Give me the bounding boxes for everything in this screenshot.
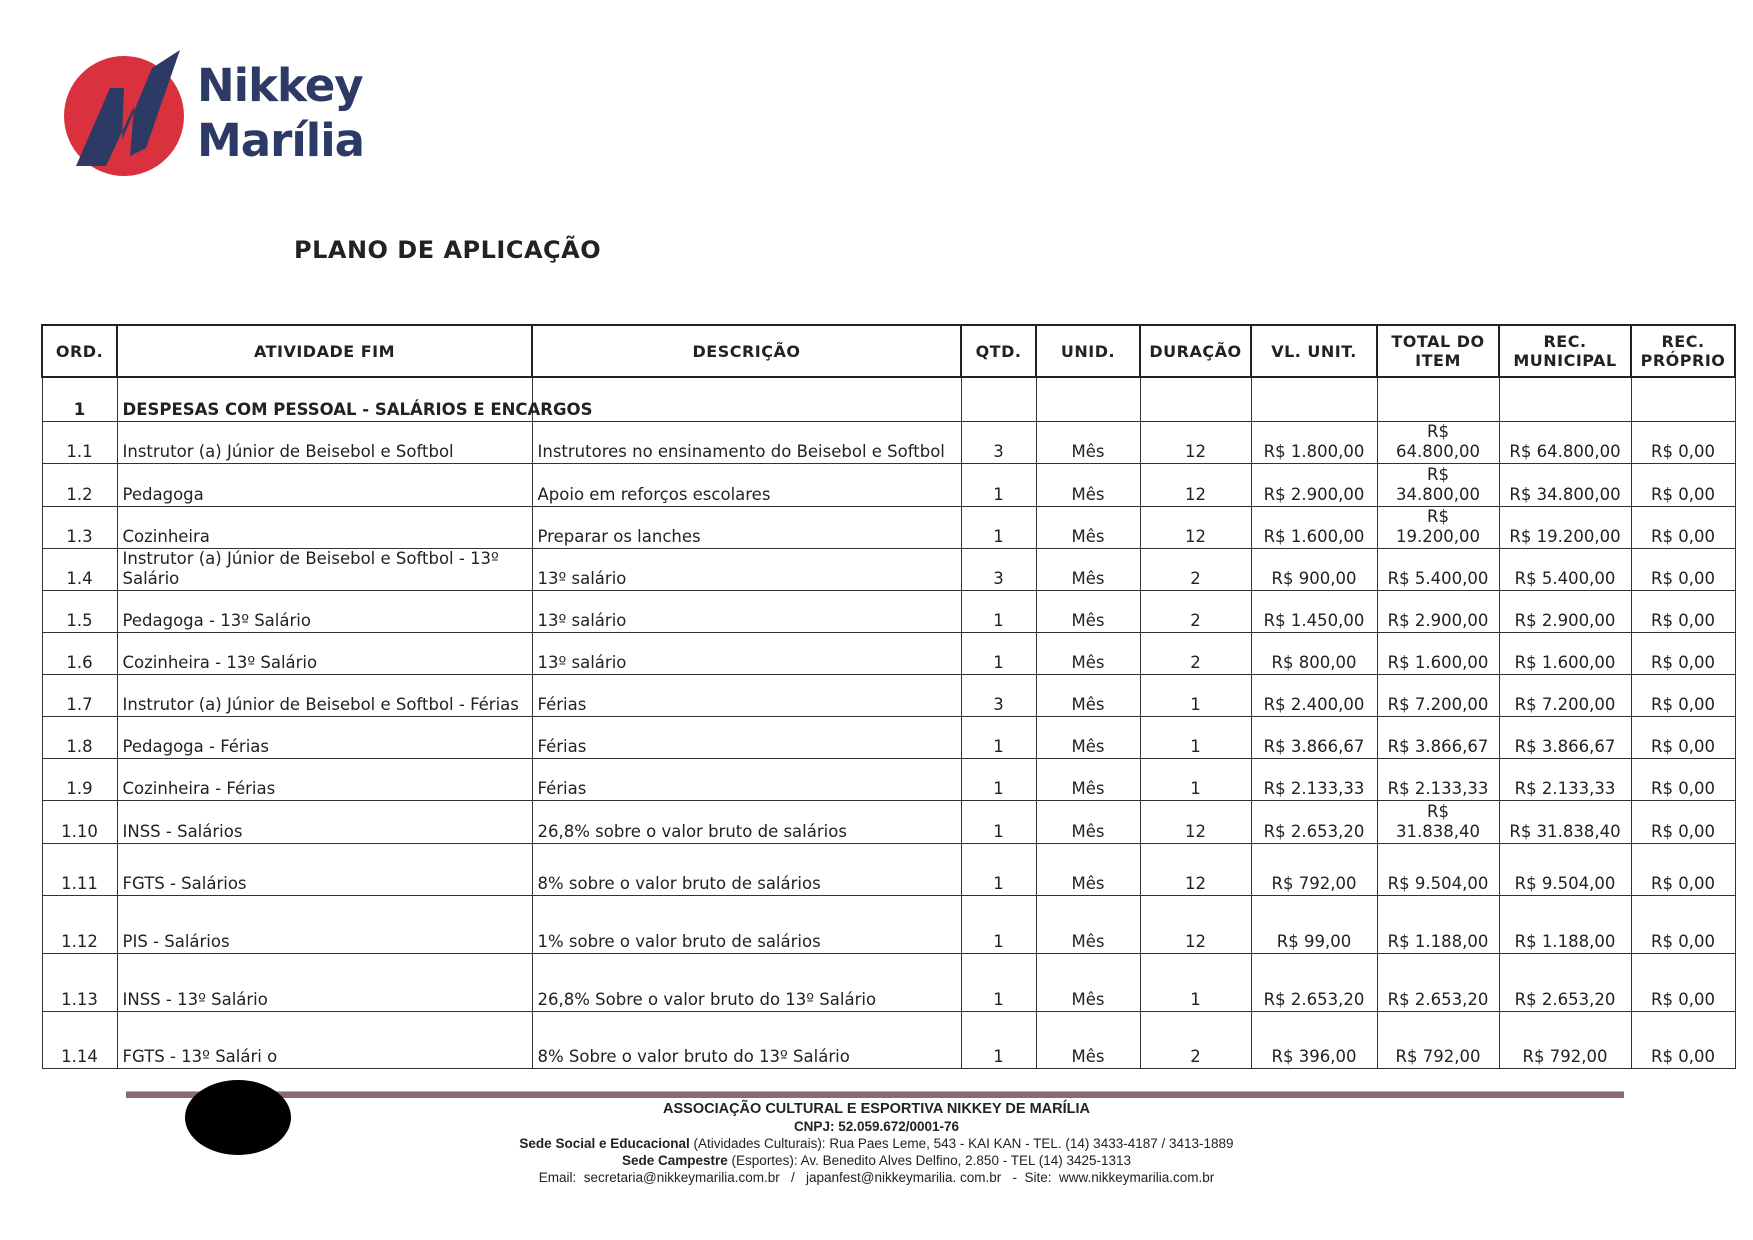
row-duration: 1	[1140, 675, 1251, 717]
table-row	[42, 844, 1735, 896]
section-row	[42, 377, 1735, 422]
row-qty: 1	[961, 507, 1036, 549]
row-unit: Mês	[1036, 1012, 1140, 1069]
row-ord: 1.4	[42, 549, 117, 591]
row-activity: Pedagoga - 13º Salário	[117, 591, 532, 633]
row-duration: 1	[1140, 717, 1251, 759]
row-activity: Pedagoga	[117, 464, 532, 507]
row-ord: 1.2	[42, 464, 117, 507]
row-municipal: R$ 3.866,67	[1499, 717, 1631, 759]
row-unit-value: R$ 1.800,00	[1251, 422, 1377, 464]
row-description: 8% sobre o valor bruto de salários	[532, 844, 961, 896]
row-description: 26,8% Sobre o valor bruto do 13º Salário	[532, 954, 961, 1012]
column-header-unit-value: VL. UNIT.	[1251, 325, 1377, 377]
row-total: R$ 7.200,00	[1377, 675, 1499, 717]
column-header-municipal: REC. MUNICIPAL	[1499, 325, 1631, 377]
table-row	[42, 896, 1735, 954]
row-duration: 2	[1140, 633, 1251, 675]
row-unit: Mês	[1036, 633, 1140, 675]
footer	[0, 1101, 1753, 1186]
row-duration: 2	[1140, 549, 1251, 591]
row-own: R$ 0,00	[1631, 422, 1735, 464]
row-activity: Cozinheira - Férias	[117, 759, 532, 801]
row-unit: Mês	[1036, 717, 1140, 759]
row-duration: 12	[1140, 464, 1251, 507]
row-total: R$ 31.838,40	[1377, 801, 1499, 844]
row-total: R$ 1.600,00	[1377, 633, 1499, 675]
row-qty: 1	[961, 717, 1036, 759]
row-municipal: R$ 1.188,00	[1499, 896, 1631, 954]
row-municipal: R$ 19.200,00	[1499, 507, 1631, 549]
row-description: Preparar os lanches	[532, 507, 961, 549]
section-title: DESPESAS COM PESSOAL - SALÁRIOS E ENCARGOS	[117, 377, 532, 422]
table-header-row	[42, 325, 1735, 377]
table-row	[42, 801, 1735, 844]
row-unit-value: R$ 3.866,67	[1251, 717, 1377, 759]
table-row	[42, 954, 1735, 1012]
table-row	[42, 507, 1735, 549]
row-unit-value: R$ 792,00	[1251, 844, 1377, 896]
row-own: R$ 0,00	[1631, 464, 1735, 507]
row-ord: 1.3	[42, 507, 117, 549]
row-total: R$ 2.653,20	[1377, 954, 1499, 1012]
row-total: R$ 2.900,00	[1377, 591, 1499, 633]
row-qty: 1	[961, 591, 1036, 633]
nikkey-emblem-icon	[62, 48, 192, 178]
row-total: R$ 792,00	[1377, 1012, 1499, 1069]
row-duration: 2	[1140, 591, 1251, 633]
row-activity: Instrutor (a) Júnior de Beisebol e Softbol - 13º Salário	[117, 549, 532, 591]
row-unit-value: R$ 2.653,20	[1251, 954, 1377, 1012]
row-qty: 1	[961, 896, 1036, 954]
row-duration: 2	[1140, 1012, 1251, 1069]
row-municipal: R$ 7.200,00	[1499, 675, 1631, 717]
row-total: R$ 2.133,33	[1377, 759, 1499, 801]
row-duration: 12	[1140, 844, 1251, 896]
row-unit-value: R$ 396,00	[1251, 1012, 1377, 1069]
table-row	[42, 759, 1735, 801]
row-municipal: R$ 2.133,33	[1499, 759, 1631, 801]
row-ord: 1.8	[42, 717, 117, 759]
row-ord: 1.6	[42, 633, 117, 675]
row-unit-value: R$ 800,00	[1251, 633, 1377, 675]
row-unit: Mês	[1036, 844, 1140, 896]
row-ord: 1.12	[42, 896, 117, 954]
row-duration: 1	[1140, 954, 1251, 1012]
column-header-unit: UNID.	[1036, 325, 1140, 377]
row-total: R$ 3.866,67	[1377, 717, 1499, 759]
row-municipal: R$ 34.800,00	[1499, 464, 1631, 507]
row-own: R$ 0,00	[1631, 507, 1735, 549]
row-qty: 1	[961, 844, 1036, 896]
column-header-own: REC. PRÓPRIO	[1631, 325, 1735, 377]
row-duration: 12	[1140, 507, 1251, 549]
row-own: R$ 0,00	[1631, 675, 1735, 717]
row-municipal: R$ 64.800,00	[1499, 422, 1631, 464]
row-own: R$ 0,00	[1631, 717, 1735, 759]
row-ord: 1.13	[42, 954, 117, 1012]
row-description: Instrutores no ensinamento do Beisebol e Softbol	[532, 422, 961, 464]
row-unit-value: R$ 99,00	[1251, 896, 1377, 954]
row-description: 13º salário	[532, 591, 961, 633]
row-unit-value: R$ 900,00	[1251, 549, 1377, 591]
row-unit: Mês	[1036, 954, 1140, 1012]
table-row	[42, 717, 1735, 759]
row-ord: 1.1	[42, 422, 117, 464]
row-own: R$ 0,00	[1631, 759, 1735, 801]
row-duration: 1	[1140, 759, 1251, 801]
row-ord: 1.9	[42, 759, 117, 801]
row-qty: 3	[961, 675, 1036, 717]
footer-sede-campestre: Sede Campestre (Esportes): Av. Benedito Alves Delfino, 2.850 - TEL (14) 3425-1313	[621, 1153, 1132, 1168]
row-description: 13º salário	[532, 549, 961, 591]
row-unit: Mês	[1036, 464, 1140, 507]
row-municipal: R$ 31.838,40	[1499, 801, 1631, 844]
footer-org-name: ASSOCIAÇÃO CULTURAL E ESPORTIVA NIKKEY DE MARÍLIA	[663, 1101, 1090, 1117]
row-unit-value: R$ 1.600,00	[1251, 507, 1377, 549]
row-ord: 1.10	[42, 801, 117, 844]
logo-line-1: Nikkey	[197, 59, 363, 112]
row-total: R$ 19.200,00	[1377, 507, 1499, 549]
row-activity: PIS - Salários	[117, 896, 532, 954]
table-row	[42, 549, 1735, 591]
row-duration: 12	[1140, 896, 1251, 954]
row-activity: INSS - Salários	[117, 801, 532, 844]
row-qty: 1	[961, 801, 1036, 844]
row-municipal: R$ 2.900,00	[1499, 591, 1631, 633]
row-unit: Mês	[1036, 422, 1140, 464]
table-row	[42, 422, 1735, 464]
column-header-description: DESCRIÇÃO	[532, 325, 961, 377]
row-description: Apoio em reforços escolares	[532, 464, 961, 507]
footer-sede-social: Sede Social e Educacional (Atividades Culturais): Rua Paes Leme, 543 - KAI KAN - TEL. (14) 3433-4187 / 3413-1889	[519, 1136, 1234, 1151]
row-qty: 3	[961, 422, 1036, 464]
row-own: R$ 0,00	[1631, 844, 1735, 896]
row-duration: 12	[1140, 422, 1251, 464]
row-duration: 12	[1140, 801, 1251, 844]
row-description: 8% Sobre o valor bruto do 13º Salário	[532, 1012, 961, 1069]
organization-logo	[62, 48, 382, 183]
column-header-duration: DURAÇÃO	[1140, 325, 1251, 377]
row-activity: Instrutor (a) Júnior de Beisebol e Softbol	[117, 422, 532, 464]
row-municipal: R$ 1.600,00	[1499, 633, 1631, 675]
row-ord: 1.11	[42, 844, 117, 896]
row-own: R$ 0,00	[1631, 896, 1735, 954]
row-description: Férias	[532, 717, 961, 759]
row-total: R$ 1.188,00	[1377, 896, 1499, 954]
row-own: R$ 0,00	[1631, 801, 1735, 844]
row-qty: 1	[961, 954, 1036, 1012]
row-activity: INSS - 13º Salário	[117, 954, 532, 1012]
row-ord: 1.5	[42, 591, 117, 633]
row-total: R$ 5.400,00	[1377, 549, 1499, 591]
row-total: R$ 64.800,00	[1377, 422, 1499, 464]
row-own: R$ 0,00	[1631, 633, 1735, 675]
page-title: PLANO DE APLICAÇÃO	[294, 236, 602, 264]
row-qty: 1	[961, 1012, 1036, 1069]
row-unit: Mês	[1036, 759, 1140, 801]
column-header-total: TOTAL DO ITEM	[1377, 325, 1499, 377]
row-own: R$ 0,00	[1631, 549, 1735, 591]
row-activity: FGTS - Salários	[117, 844, 532, 896]
footer-cnpj: CNPJ: 52.059.672/0001-76	[793, 1119, 960, 1134]
table-row	[42, 633, 1735, 675]
row-unit: Mês	[1036, 896, 1140, 954]
footer-divider	[126, 1091, 1624, 1098]
row-activity: Cozinheira - 13º Salário	[117, 633, 532, 675]
table-row	[42, 464, 1735, 507]
row-qty: 1	[961, 759, 1036, 801]
row-municipal: R$ 9.504,00	[1499, 844, 1631, 896]
row-unit: Mês	[1036, 801, 1140, 844]
row-unit-value: R$ 1.450,00	[1251, 591, 1377, 633]
row-ord: 1.14	[42, 1012, 117, 1069]
row-municipal: R$ 5.400,00	[1499, 549, 1631, 591]
row-unit: Mês	[1036, 675, 1140, 717]
row-qty: 1	[961, 633, 1036, 675]
row-activity: Cozinheira	[117, 507, 532, 549]
row-unit-value: R$ 2.653,20	[1251, 801, 1377, 844]
table-row	[42, 675, 1735, 717]
row-description: 26,8% sobre o valor bruto de salários	[532, 801, 961, 844]
logo-line-2: Marília	[197, 114, 364, 167]
row-municipal: R$ 792,00	[1499, 1012, 1631, 1069]
row-unit: Mês	[1036, 591, 1140, 633]
row-own: R$ 0,00	[1631, 591, 1735, 633]
column-header-qty: QTD.	[961, 325, 1036, 377]
row-description: Férias	[532, 759, 961, 801]
column-header-ord: ORD.	[42, 325, 117, 377]
row-own: R$ 0,00	[1631, 954, 1735, 1012]
row-description: 1% sobre o valor bruto de salários	[532, 896, 961, 954]
row-unit-value: R$ 2.133,33	[1251, 759, 1377, 801]
row-total: R$ 9.504,00	[1377, 844, 1499, 896]
row-activity: FGTS - 13º Salári o	[117, 1012, 532, 1069]
section-ord: 1	[42, 377, 117, 422]
row-municipal: R$ 2.653,20	[1499, 954, 1631, 1012]
row-unit: Mês	[1036, 507, 1140, 549]
row-own: R$ 0,00	[1631, 1012, 1735, 1069]
column-header-activity: ATIVIDADE FIM	[117, 325, 532, 377]
row-ord: 1.7	[42, 675, 117, 717]
row-activity: Pedagoga - Férias	[117, 717, 532, 759]
row-activity: Instrutor (a) Júnior de Beisebol e Softbol - Férias	[117, 675, 532, 717]
row-qty: 3	[961, 549, 1036, 591]
row-qty: 1	[961, 464, 1036, 507]
row-description: Férias	[532, 675, 961, 717]
table-row	[42, 1012, 1735, 1069]
footer-contact: Email: secretaria@nikkeymarilia.com.br / japanfest@nikkeymarilia. com.br - Site: www.nikkeymarilia.com.br	[538, 1170, 1215, 1185]
application-plan-table	[41, 324, 1736, 1069]
row-unit: Mês	[1036, 549, 1140, 591]
logo-wordmark	[197, 58, 364, 168]
row-unit-value: R$ 2.900,00	[1251, 464, 1377, 507]
row-unit-value: R$ 2.400,00	[1251, 675, 1377, 717]
row-description: 13º salário	[532, 633, 961, 675]
table-row	[42, 591, 1735, 633]
row-total: R$ 34.800,00	[1377, 464, 1499, 507]
